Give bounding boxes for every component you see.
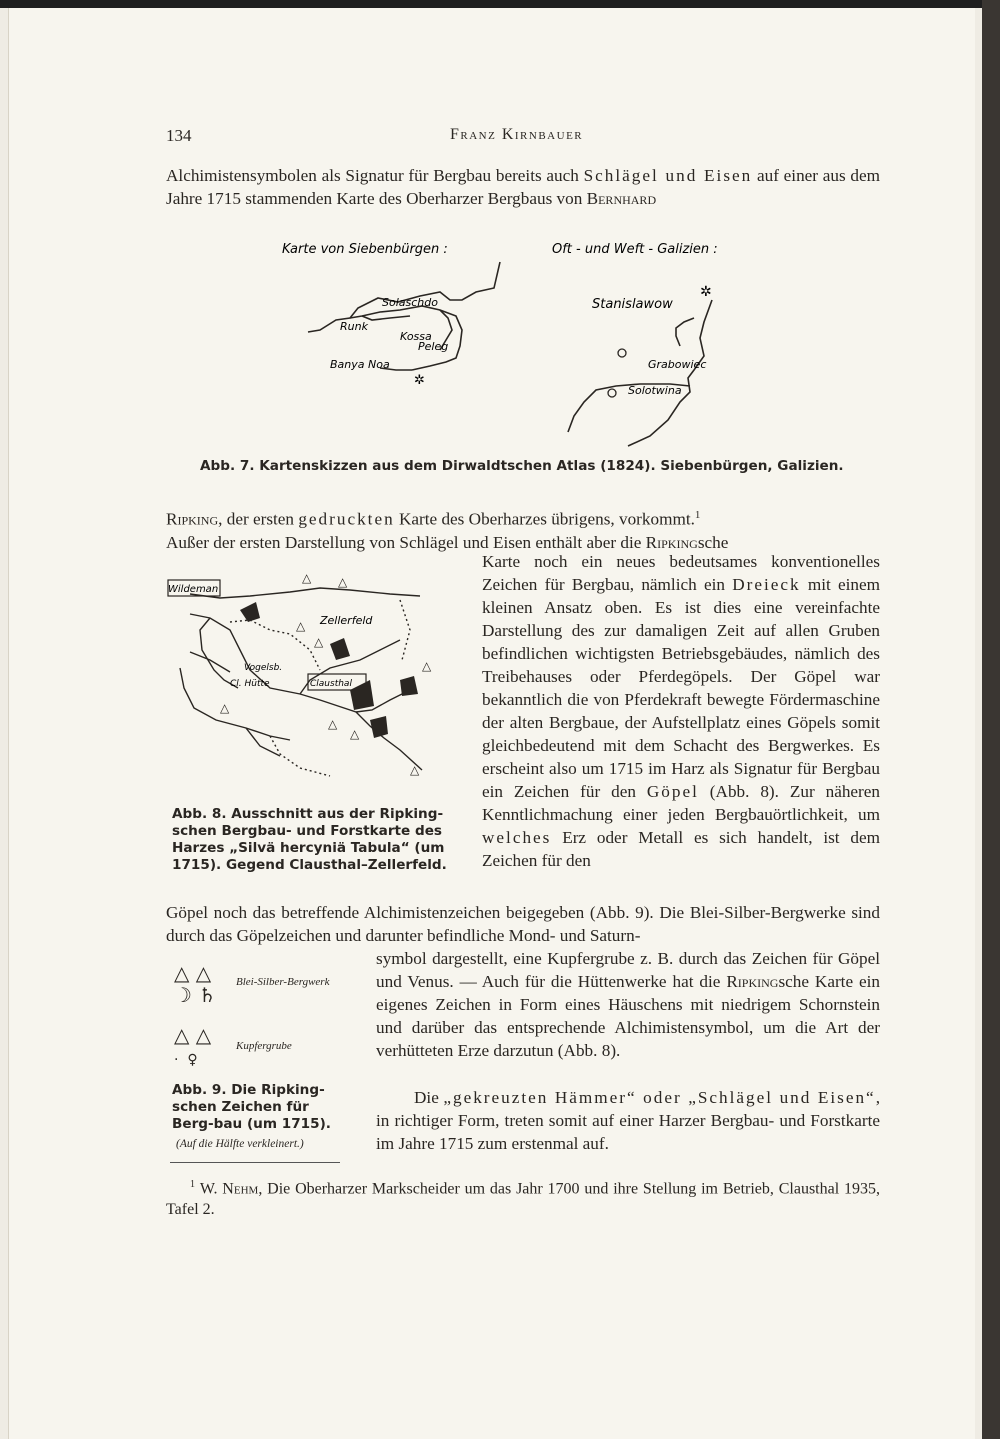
fig8-place-vogelsb: Vogelsb. — [244, 663, 283, 673]
fig7-left-title: Karte von Siebenbürgen : — [282, 242, 448, 257]
fig7-place-grabowiec: Grabowiec — [648, 358, 707, 371]
svg-text:△: △ — [410, 763, 420, 777]
svg-text:△: △ — [328, 717, 338, 731]
fig8-place-clausthal: Clausthal — [310, 679, 352, 689]
rc2-text-a: symbol dargestellt, eine Kupfergrube z. B. durch das Zeichen für Göpel und Venus. — Auch für die Hüttenwerke hat die — [376, 949, 880, 991]
figure-8-caption: Abb. 8. Ausschnitt aus der Ripking-schen Bergbau- und Forstkarte des Harzes „Silvä hercyniä Tabula“ (um 1715). Gegend Clausthal–Zellerfeld. — [172, 806, 447, 873]
fig7-place-peleg: Peleg — [418, 340, 449, 353]
fig7-place-stanislawow: Stanislawow — [592, 297, 673, 312]
fig8-place-zellerfeld: Zellerfeld — [320, 614, 373, 627]
fig7-place-kossa: Kossa — [400, 330, 432, 343]
right-column-2-paragraph — [376, 947, 880, 1062]
fig8-place-wildeman: Wildeman — [168, 584, 219, 595]
figure-9-caption: Abb. 9. Die Ripking-schen Zeichen für Berg-bau (um 1715). — [172, 1082, 331, 1132]
svg-text:△: △ — [338, 575, 348, 589]
rc2-ripking: Ripking — [726, 972, 779, 991]
rc2-p2-a: Die — [414, 1088, 444, 1107]
svg-text:△: △ — [314, 635, 324, 649]
copper-symbols: △ △ · ♀ — [174, 1023, 212, 1068]
footnote — [166, 1174, 880, 1220]
footnote-text: , Die Oberharzer Markscheider um das Jahr 1700 und ihre Stellung im Betrieb, Clausthal 1935, Tafel 2. — [166, 1180, 881, 1219]
fig9-label-copper: Kupfergrube — [236, 1040, 292, 1052]
intro-text-1: Alchimistensymbolen als Signatur für Bergbau bereits auch — [166, 166, 584, 185]
fig7-place-banya: Banya Noa — [330, 358, 390, 371]
svg-text:△: △ — [220, 701, 230, 715]
para2-spaced: gedruckten — [298, 509, 395, 529]
fig7-place-runk: Runk — [340, 320, 368, 333]
para2-text-2: Karte des Oberharzes übrigens, vorkommt. — [394, 509, 695, 529]
rc-text-b: mit einem kleinen Ansatz oben. Es ist dies eine vereinfachte Darstellung des zur damaligen Zeit auf allen Gruben befindlichen wichtigsten Betriebsgebäudes, nämlich des Treibehauses oder Pferdegöpels. Der Göpel war bekanntlich die von Pferdekraft bewegte Fördermaschine der alten Bergbaue, der Aufstellplatz eines Göpels somit gleichbedeutend mit dem Schacht des Bergwerkes. Es erscheint also um 1715 im Harz als Signatur für Bergbau ein Zeichen für den — [482, 575, 880, 801]
footnote-ref: 1 — [694, 509, 701, 521]
fig7-star-symbol: ✲ — [700, 284, 712, 300]
footnote-author: W. Nehm — [199, 1180, 259, 1198]
svg-text:△: △ — [302, 571, 312, 585]
para2-line2-text: Außer der ersten Darstellung von Schlägel und Eisen enthält aber die — [166, 532, 646, 552]
svg-text:△: △ — [350, 727, 360, 741]
fig9-label-lead-silver: Blei-Silber-Bergwerk — [236, 976, 330, 988]
rc2-p2-spaced: „gekreuzten Hämmer“ oder „Schlägel und Eisen“ — [443, 1088, 876, 1107]
figure-7-caption: Abb. 7. Kartenskizzen aus dem Dirwaldtschen Atlas (1824). Siebenbürgen, Galizien. — [200, 458, 844, 474]
fig7-mine-symbol: ✲ — [414, 373, 425, 388]
rc-spaced-dreieck: Dreieck — [732, 575, 801, 594]
figure-9-note: (Auf die Hälfte verkleinert.) — [176, 1138, 304, 1150]
rc2-p2-b: , in richtiger Form, treten somit auf einer Harzer Bergbau- und Forstkarte im Jahre 1715 zum erstenmal auf. — [376, 1088, 880, 1153]
ripking-paragraph — [166, 504, 880, 554]
figure-9-symbols — [174, 962, 364, 1072]
scan-top-border — [0, 0, 1000, 8]
intro-text-2: auf einer aus dem Jahre 1715 stammenden Karte des Oberharzer Bergbaus von — [166, 166, 880, 208]
intro-author: Bernhard — [586, 189, 657, 208]
page-number: 134 — [166, 126, 192, 145]
para2-line2-suffix: sche — [697, 532, 729, 552]
lead-silver-symbols: △ △ ☽ ♄ — [174, 961, 217, 1007]
footnote-rule — [170, 1162, 340, 1163]
rc-spaced-welches: welches — [482, 828, 552, 847]
fig7-place-solotwina: Solotwina — [628, 384, 682, 397]
hammers-paragraph — [376, 1086, 880, 1155]
running-title: Franz Kirnbauer — [450, 126, 584, 143]
rc-text-d: Erz oder Metall es sich handelt, ist dem Zeichen für den — [482, 828, 880, 870]
fig8-place-cl-huette: Cl. Hütte — [230, 679, 270, 689]
intro-paragraph — [166, 164, 880, 210]
para2-line2-name: Ripking — [645, 532, 698, 552]
rc-text-c: (Abb. 8). Zur näheren Kenntlichmachung einer jeden Bergbauörtlichkeit, um — [482, 782, 880, 824]
para2-text-1: , der ersten — [218, 509, 299, 529]
ripking-name: Ripking — [166, 509, 219, 529]
goepel-paragraph: Göpel noch das betreffende Alchimistenzeichen beigegeben (Abb. 9). Die Blei-Silber-Bergwerke sind durch das Göpelzeichen und darunter befindliche Mond- und Saturn- — [166, 903, 880, 945]
svg-text:△: △ — [422, 659, 432, 673]
rc2-text-b: sche Karte ein eigenes Zeichen in Form eines Häuschens mit niedrigem Schornstein und darüber das entsprechende Alchimistensymbol, um die Art der verhütteten Erze darzutun (Abb. 8). — [376, 972, 880, 1060]
figure-8-map — [160, 560, 460, 792]
fig7-place-solaschdo: Solaschdo — [382, 296, 438, 309]
rc-spaced-goepel: Göpel — [646, 782, 699, 801]
fig7-right-title: Oft - und Weft - Galizien : — [552, 242, 718, 257]
footnote-mark: 1 — [190, 1179, 195, 1190]
svg-text:△: △ — [296, 619, 306, 633]
right-column-paragraph — [482, 550, 880, 872]
rc-text-a: Karte noch ein neues bedeutsames konventionelles Zeichen für Bergbau, nämlich ein — [482, 552, 880, 594]
scan-right-border — [982, 0, 1000, 1439]
intro-spaced: Schlägel und Eisen — [583, 166, 753, 185]
